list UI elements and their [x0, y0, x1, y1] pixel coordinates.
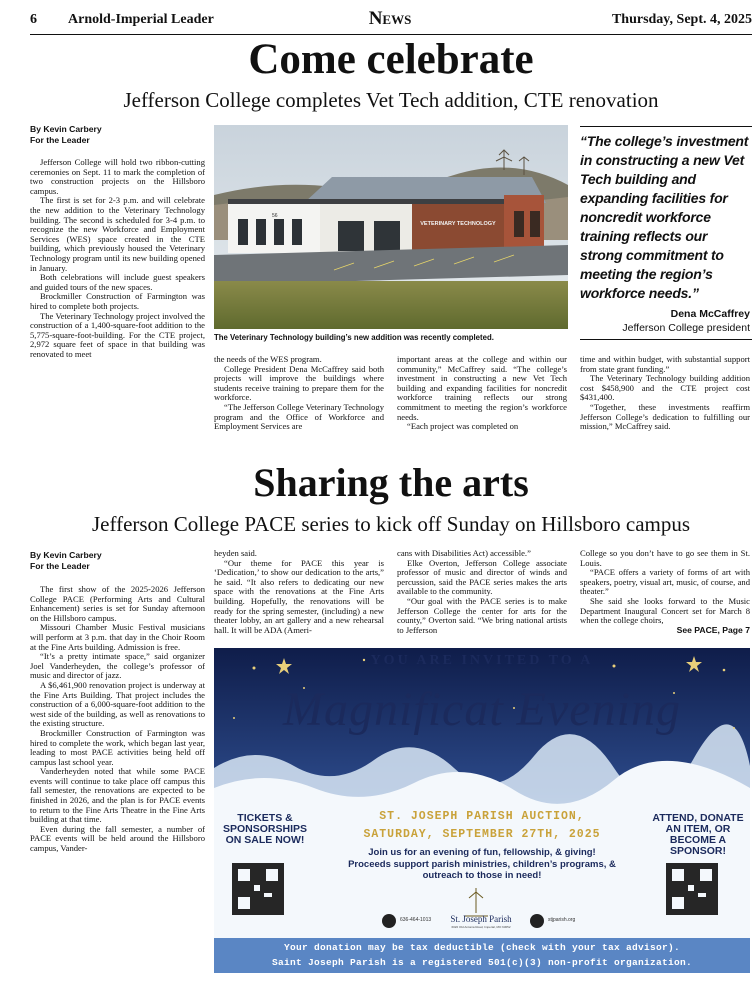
- paragraph: Brockmiller Construction of Farmington was hired to complete both projects.: [30, 291, 205, 311]
- paragraph: The Veterinary Technology project involved the construction of a 1,400-square-foot addition to the 5,775-square-foot-building. For the CTE project, 2,972 square feet of space in that building was renovated to meet: [30, 310, 205, 359]
- paragraph: “The Jefferson College Veterinary Technology program and the Office of Workforce and Employment Services are: [214, 401, 384, 432]
- quote-attribution-title: Jefferson College president: [622, 322, 750, 334]
- byline-affiliation: For the Leader: [30, 561, 90, 571]
- paragraph: Jefferson College will hold two ribbon-cutting ceremonies on Sept. 11 to mark the completion of two construction projects on the Hillsboro campus.: [30, 157, 205, 196]
- paragraph: time and within budget, with substantial support from state grant funding.”: [580, 354, 750, 374]
- paragraph: “Each project was completed on: [407, 421, 519, 432]
- paragraph: College so you don’t have to go see them in St. Louis.: [580, 548, 750, 568]
- paragraph: Even during the fall semester, a number of PACE events will be held around the Hillsboro campus, Vander-: [30, 823, 205, 854]
- paragraph: The first show of the 2025-2026 Jefferson College PACE (Performing Arts and Cultural Enhancement) series is set for Sunday afternoon on the Hillsboro campus.: [30, 584, 205, 623]
- ad-footer-line-1: Your donation may be tax deductible (check with your tax advisor).: [283, 942, 681, 953]
- section-name: News: [368, 8, 412, 29]
- story2-column-3: [397, 549, 567, 641]
- ad-website: stjparish.org: [548, 917, 576, 923]
- story1-column-1: [30, 158, 205, 448]
- story2-deck: Jefferson College PACE series to kick off Sunday on Hillsboro campus: [91, 512, 691, 536]
- paragraph: Elke Overton, Jefferson College associate professor of music and director of winds and percussion, said the PACE series makes the arts available to the community.: [397, 557, 567, 597]
- paragraph: “Together, these investments reaffirm Jefferson College’s dedication to fulfilling our mission,” McCaffrey said.: [580, 401, 750, 432]
- paragraph: “Our theme for PACE this year is ‘Dedication,’ to show our dedication to the arts,” he said. “It also refers to dedicating our new space with the renovations at the Fine Arts building. Hopefully, the renovations will be ready for the spring semester, (including) a new theater lobby, an art gallery and a new rehearsal hall. It will be ADA (Ameri-: [214, 557, 384, 635]
- building-number: 56: [272, 213, 278, 219]
- paragraph: cans with Disabilities Act) accessible.”: [397, 548, 531, 558]
- story2-column-2: [214, 549, 384, 641]
- story1-headline: Come celebrate: [248, 36, 534, 83]
- byline-author: By Kevin Carbery: [30, 124, 102, 134]
- story2-headline: Sharing the arts: [253, 460, 529, 505]
- paragraph: Both celebrations will include guest speakers and guided tours of the new spaces.: [30, 272, 205, 292]
- auction-advertisement: [214, 648, 750, 973]
- paper-name: Arnold-Imperial Leader: [68, 12, 214, 27]
- ad-event-line-1: ST. JOSEPH PARISH AUCTION,: [379, 810, 585, 823]
- story1-column-2: [214, 355, 384, 447]
- quote-attribution-name: Dena McCaffrey: [670, 308, 750, 320]
- paragraph: important areas at the college and within our community,” McCaffrey said. “The college’s investment in constructing a new Vet Tech building and expanding facilities for noncredit workforce training reflects our strong commitment to meeting the region’s workforce needs.: [397, 354, 567, 422]
- building-sign: VETERINARY TECHNOLOGY: [420, 221, 496, 227]
- page-number: 6: [30, 12, 37, 27]
- quote-bottom-rule: [580, 339, 752, 340]
- byline-author: By Kevin Carbery: [30, 550, 102, 560]
- ad-invited-line: YOU ARE INVITED TO A: [370, 653, 594, 668]
- story2-column-4: [580, 548, 750, 626]
- ad-invite-line-1: Join us for an evening of fun, fellowship, & giving!: [368, 847, 596, 858]
- vet-tech-building-photo: [214, 125, 568, 329]
- paragraph: the needs of the WES program.: [214, 354, 322, 364]
- parish-address: 6020 Old Antonia Road, Imperial, MO 63052: [451, 925, 511, 929]
- quote-top-rule: [580, 126, 752, 127]
- paragraph: The Veterinary Technology building addition cost $458,900 and the CTE project cost $431,400.: [580, 373, 750, 403]
- ad-footer-line-2: Saint Joseph Parish is a registered 501(c)(3) non-profit organization.: [271, 957, 693, 968]
- ad-script-title: Magnificat Evening: [283, 683, 681, 736]
- story1-column-4: [580, 355, 750, 447]
- paragraph: “Our goal with the PACE series is to make Jefferson College the center for arts for the county,” Overton said. “We bring national artists to Jefferson: [397, 595, 567, 635]
- paragraph: She said she looks forward to the Music Department Inaugural Concert set for March 8 when the college choirs,: [580, 595, 750, 626]
- header-rule: [30, 34, 752, 35]
- ad-right-callout: ATTEND, DONATE AN ITEM, OR BECOME A SPONSOR!: [652, 812, 744, 857]
- paragraph: Vanderheyden noted that while some PACE events will continue to take place off campus this fall semester, the renovations are expected to be finished in 2026, and the plan is for PACE events to return to the Fine Arts Theatre in the Fine Arts building at that time.: [30, 766, 205, 825]
- ad-invite-line-2: Proceeds support parish ministries, children’s programs, & outreach to those in need!: [348, 859, 616, 881]
- byline-affiliation: For the Leader: [30, 135, 90, 145]
- paragraph: Brockmiller Construction of Farmington was hired to complete the work, which began last year, leading to most PACE activities being held off campus last school year.: [30, 727, 205, 767]
- issue-date: Thursday, Sept. 4, 2025: [611, 12, 752, 27]
- paragraph: College President Dena McCaffrey said both projects will improve the buildings where students receive training to prepare them for the workforce.: [214, 363, 384, 403]
- ad-event-line-2: SATURDAY, SEPTEMBER 27TH, 2025: [363, 828, 601, 841]
- pull-quote: “The college’s investment in constructing a new Vet Tech building and expanding facilities for noncredit workforce training reflects our strong commitment to meeting the region’s workforce needs.”: [580, 133, 749, 301]
- paragraph: heyden said.: [214, 548, 257, 558]
- paragraph: The first is set for 2-3 p.m. and will celebrate the new addition to the Veterinary Technology building. The second is scheduled for 3-4 p.m. to recognize the new Workforce and Employment Services (WES) space created in the CTE building, which previously housed the Veterinary Technology program until its new building opened in January.: [30, 195, 205, 273]
- story1-deck: Jefferson College completes Vet Tech addition, CTE renovation: [123, 88, 659, 112]
- jump-link[interactable]: See PACE, Page 7: [676, 625, 750, 635]
- paragraph: A $6,461,900 renovation project is underway at the Fine Arts Building. That project includes the construction of a 6,000-square-foot addition to the west side of the building, as well as renovations to the existing structure.: [30, 679, 205, 729]
- paragraph: Missouri Chamber Music Festival musicians will perform at 3 p.m. that day in the Choir Room at the Fine Arts building. Admission is free.: [30, 622, 205, 652]
- parish-logo-name: St. Joseph Parish: [450, 914, 512, 924]
- story1-byline: [30, 124, 205, 146]
- story1-column-3: [397, 355, 567, 447]
- paragraph: “PACE offers a variety of forms of art with speakers, poetry, visual art, music, of course, and theater.”: [580, 567, 750, 597]
- photo-caption: The Veterinary Technology building’s new addition was recently completed.: [214, 333, 494, 342]
- story2-column-1: [30, 585, 205, 977]
- ad-phone: 636-464-1013: [400, 917, 432, 923]
- ad-left-callout: TICKETS & SPONSORSHIPS ON SALE NOW!: [222, 812, 308, 846]
- paragraph: “It’s a pretty intimate space,” said organizer Joel Vanderheyden, the college’s professor of music and director of jazz.: [30, 651, 205, 681]
- story2-byline: [30, 550, 205, 572]
